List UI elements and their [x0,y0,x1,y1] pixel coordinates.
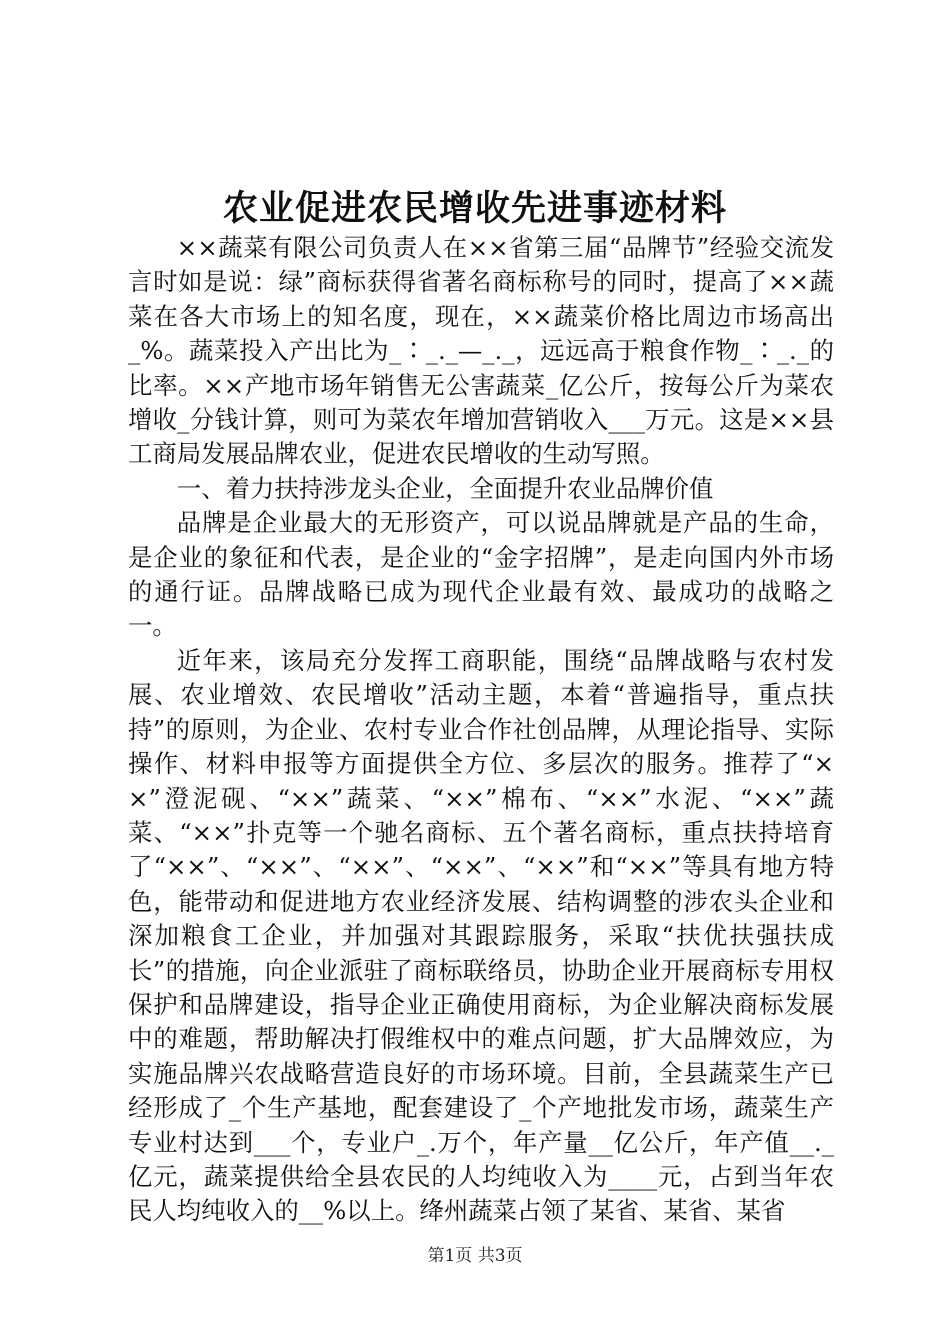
paragraph-brand: 品牌是企业最大的无形资产，可以说品牌就是产品的生命，是企业的象征和代表，是企业的“金字招牌”，是走向国内外市场的通行证。品牌战略已成为现代企业最有效、最成功的战略之一。 [128,508,834,641]
section-heading-1: 一、着力扶持涉龙头企业，全面提升农业品牌价值 [176,473,714,503]
paragraph-recent-years: 近年来，该局充分发挥工商职能，围绕“品牌战略与农村发展、农业增效、农民增收”活动主题，本着“普遍指导，重点扶持”的原则，为企业、农村专业合作社创品牌，从理论指导、实际操作、材料申报等方面提供全方位、多层次的服务。推荐了“××”澄泥砚、“××”蔬菜、“××”棉布、“××”水泥、“××”蔬菜、“××”扑克等一个驰名商标、五个著名商标，重点扶持培育了“××”、“××”、“××”、“××”、“××”和“××”等具有地方特色，能带动和促进地方农业经济发展、结构调整的涉农头企业和深加粮食工企业，并加强对其跟踪服务，采取“扶优扶强扶成长”的措施，向企业派驻了商标联络员，协助企业开展商标专用权保护和品牌建设，指导企业正确使用商标，为企业解决商标发展中的难题，帮助解决打假维权中的难点问题，扩大品牌效应，为实施品牌兴农战略营造良好的市场环境。目前，全县蔬菜生产已经形成了_个生产基地，配套建设了_个产地批发市场，蔬菜生产专业村达到___个，专业户_.万个，年产量__亿公斤，年产值__._亿元，蔬菜提供给全县农民的人均纯收入为____元，占到当年农民人均纯收入的__%以上。绛州蔬菜占领了某省、某省、某省 [128,645,834,1226]
page-footer: 第1页 共3页 [427,1246,523,1266]
paragraph-intro: ××蔬菜有限公司负责人在××省第三届“品牌节”经验交流发言时如是说：绿”商标获得省著名商标称号的同时，提高了××蔬菜在各大市场上的知名度，现在，××蔬菜价格比周边市场高出_%。蔬菜投入产出比为_∶_._—_._，远远高于粮食作物_∶_._的比率。××产地市场年销售无公害蔬菜_亿公斤，按每公斤为菜农增收_分钱计算，则可为菜农年增加营销收入___万元。这是××县工商局发展品牌农业，促进农民增收的生动写照。 [128,233,834,469]
document-title: 农业促进农民增收先进事迹材料 [222,188,727,229]
document-body [128,231,834,1229]
